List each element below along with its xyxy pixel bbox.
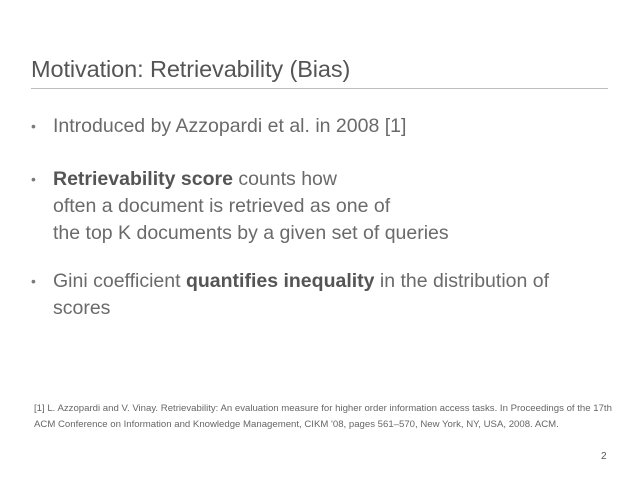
bullet-dot-icon: • <box>31 171 36 187</box>
bullet-bold-text: quantifies inequality <box>185 270 375 292</box>
slide-title: Motivation: Retrievability (Bias) <box>31 56 351 82</box>
bullet-text: Introduced by Azzopardi et al. in 2008 [1] <box>53 115 407 137</box>
bullet-text: often a document is retrieved as one of <box>53 195 391 217</box>
bullet-item-retrievability-score <box>31 166 621 247</box>
bullet-text: counts how <box>232 168 337 190</box>
bullet-text: in the distribution of <box>374 270 550 292</box>
bullet-line <box>53 113 621 140</box>
bullet-line <box>53 295 621 322</box>
page-number: 2 <box>601 451 607 462</box>
bullet-text: Gini coefficient <box>53 270 186 292</box>
bullet-bold-text: Retrievability score <box>53 168 233 190</box>
bullet-line <box>53 193 621 220</box>
bullet-list <box>31 113 621 322</box>
bullet-text: scores <box>53 297 111 319</box>
reference-line-1: [1] L. Azzopardi and V. Vinay. Retrievability: An evaluation measure for higher order information access tasks. In Proceedings of the 17th <box>34 403 612 414</box>
bullet-line <box>53 268 621 295</box>
title-divider <box>31 88 608 89</box>
bullet-line <box>53 220 621 247</box>
bullet-dot-icon: • <box>31 118 36 134</box>
bullet-dot-icon: • <box>31 273 36 289</box>
bullet-item-introduced <box>31 113 621 140</box>
bullet-text: the top K documents by a given set of queries <box>53 222 449 244</box>
bullet-line <box>53 166 621 193</box>
reference-line-2: ACM Conference on Information and Knowledge Management, CIKM '08, pages 561–570, New York, NY, USA, 2008. ACM. <box>34 419 559 430</box>
bullet-item-gini-coefficient <box>31 268 621 322</box>
reference-footnote <box>34 401 624 433</box>
